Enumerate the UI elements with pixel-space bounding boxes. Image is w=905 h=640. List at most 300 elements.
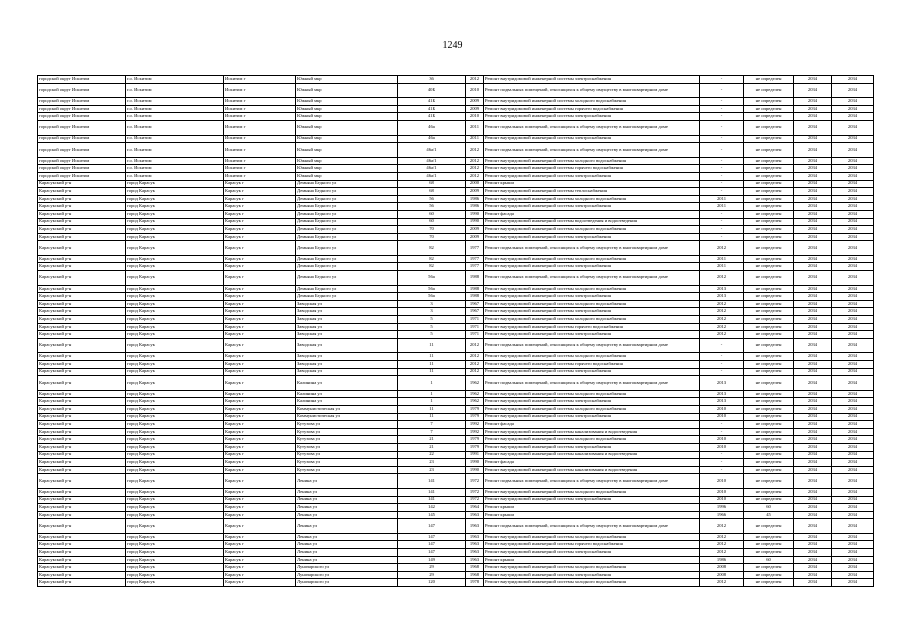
- cell-year-built: 1990: [466, 466, 484, 474]
- cell-wear-percent: не определен: [744, 436, 794, 444]
- cell-house-number: 82: [398, 255, 466, 263]
- cell-plan-end-year: 2034: [832, 218, 874, 226]
- cell-last-repair-year: -: [700, 368, 744, 376]
- cell-last-repair-year: -: [700, 233, 744, 241]
- cell-last-repair-year: 2010: [700, 443, 744, 451]
- cell-house-number: 23: [398, 466, 466, 474]
- cell-street: Демьяна Бедного ул: [296, 210, 398, 218]
- cell-work-type: Ремонт внутридомовой инженерной системы горячего водоснабжения: [484, 361, 700, 369]
- cell-work-type: Ремонт внутридомовой инженерной системы горячего водоснабжения: [484, 541, 700, 549]
- cell-street: Заводская ул: [296, 353, 398, 361]
- cell-street: Кутузова ул: [296, 459, 398, 467]
- cell-street: Южный мкр: [296, 135, 398, 143]
- cell-street: Кутузова ул: [296, 428, 398, 436]
- cell-year-built: 2012: [466, 353, 484, 361]
- cell-wear-percent: не определен: [744, 113, 794, 121]
- cell-locality: Карасук г: [224, 436, 296, 444]
- cell-district: Карасукский р-н: [38, 459, 126, 467]
- cell-house-number: 11: [398, 368, 466, 376]
- cell-house-number: 46а/1: [398, 143, 466, 158]
- cell-last-repair-year: -: [700, 83, 744, 98]
- cell-district: Карасукский р-н: [38, 188, 126, 196]
- cell-wear-percent: 60: [744, 504, 794, 512]
- cell-last-repair-year: 2012: [700, 331, 744, 339]
- cell-last-repair-year: -: [700, 361, 744, 369]
- cell-locality: Карасук г: [224, 241, 296, 256]
- cell-municipality: город Карасук: [126, 398, 224, 406]
- cell-plan-end-year: 2034: [832, 421, 874, 429]
- cell-plan-end-year: 2034: [832, 210, 874, 218]
- cell-plan-end-year: 2034: [832, 105, 874, 113]
- cell-year-built: 2009: [466, 98, 484, 106]
- cell-district: городской округ Искитим: [38, 143, 126, 158]
- cell-year-built: 1990: [466, 459, 484, 467]
- cell-work-type: Ремонт внутридомовой инженерной системы холодного водоснабжения: [484, 390, 700, 398]
- cell-year-built: 1979: [466, 443, 484, 451]
- table-body: [38, 76, 874, 587]
- cell-plan-end-year: 2034: [832, 165, 874, 173]
- cell-municipality: город Карасук: [126, 421, 224, 429]
- cell-plan-end-year: 2034: [832, 511, 874, 519]
- cell-last-repair-year: 2008: [700, 564, 744, 572]
- cell-wear-percent: не определен: [744, 549, 794, 557]
- cell-street: Ленина ул: [296, 533, 398, 541]
- cell-last-repair-year: -: [700, 421, 744, 429]
- cell-district: Карасукский р-н: [38, 390, 126, 398]
- table-row: [38, 323, 874, 331]
- cell-plan-start-year: 2034: [794, 233, 832, 241]
- cell-plan-start-year: 2034: [794, 398, 832, 406]
- table-row: [38, 233, 874, 241]
- cell-house-number: 11: [398, 338, 466, 353]
- cell-district: Карасукский р-н: [38, 210, 126, 218]
- cell-last-repair-year: 2013: [700, 398, 744, 406]
- cell-year-built: 1977: [466, 263, 484, 271]
- cell-house-number: 56: [398, 203, 466, 211]
- cell-street: Заводская ул: [296, 331, 398, 339]
- cell-street: Кутузова ул: [296, 421, 398, 429]
- cell-wear-percent: не определен: [744, 519, 794, 534]
- cell-house-number: 70: [398, 226, 466, 234]
- table-row: [38, 413, 874, 421]
- cell-work-type: Ремонт внутридомовой инженерной системы электроснабжения: [484, 413, 700, 421]
- cell-locality: Карасук г: [224, 443, 296, 451]
- cell-locality: Искитим г: [224, 113, 296, 121]
- cell-locality: Искитим г: [224, 105, 296, 113]
- cell-district: Карасукский р-н: [38, 571, 126, 579]
- cell-locality: Карасук г: [224, 390, 296, 398]
- cell-municipality: город Карасук: [126, 533, 224, 541]
- cell-municipality: город Карасук: [126, 263, 224, 271]
- table-row: [38, 533, 874, 541]
- cell-municipality: город Карасук: [126, 488, 224, 496]
- cell-locality: Карасук г: [224, 285, 296, 293]
- cell-plan-start-year: 2034: [794, 413, 832, 421]
- cell-work-type: Ремонт внутридомовой инженерной системы холодного водоснабжения: [484, 353, 700, 361]
- cell-municipality: город Карасук: [126, 549, 224, 557]
- cell-work-type: Ремонт подвальных помещений, относящихся к общему имуществу в многоквартирном доме: [484, 271, 700, 286]
- cell-locality: Карасук г: [224, 300, 296, 308]
- cell-last-repair-year: 2011: [700, 203, 744, 211]
- cell-work-type: Ремонт внутридомовой инженерной системы электроснабжения: [484, 135, 700, 143]
- cell-work-type: Ремонт крыши: [484, 556, 700, 564]
- cell-district: Карасукский р-н: [38, 488, 126, 496]
- cell-wear-percent: не определен: [744, 218, 794, 226]
- cell-district: Карасукский р-н: [38, 496, 126, 504]
- cell-year-built: 1968: [466, 571, 484, 579]
- cell-work-type: Ремонт внутридомовой инженерной системы электроснабжения: [484, 113, 700, 121]
- cell-wear-percent: не определен: [744, 255, 794, 263]
- cell-locality: Карасук г: [224, 519, 296, 534]
- cell-wear-percent: не определен: [744, 361, 794, 369]
- cell-work-type: Ремонт подвальных помещений, относящихся к общему имуществу в многоквартирном доме: [484, 120, 700, 135]
- table-row: [38, 203, 874, 211]
- cell-work-type: Ремонт внутридомовой инженерной системы электроснабжения: [484, 496, 700, 504]
- cell-plan-start-year: 2034: [794, 308, 832, 316]
- cell-work-type: Ремонт фасада: [484, 459, 700, 467]
- cell-house-number: 68: [398, 188, 466, 196]
- cell-wear-percent: 45: [744, 511, 794, 519]
- cell-work-type: Ремонт внутридомовой инженерной системы холодного водоснабжения: [484, 579, 700, 587]
- cell-wear-percent: не определен: [744, 398, 794, 406]
- cell-house-number: 149: [398, 556, 466, 564]
- cell-last-repair-year: -: [700, 226, 744, 234]
- cell-municipality: город Карасук: [126, 368, 224, 376]
- cell-house-number: 56а: [398, 293, 466, 301]
- cell-work-type: Ремонт внутридомовой инженерной системы канализования и водоотведения: [484, 428, 700, 436]
- cell-municipality: город Карасук: [126, 226, 224, 234]
- table-row: [38, 504, 874, 512]
- cell-municipality: г.о. Искитим: [126, 113, 224, 121]
- cell-year-built: 1963: [466, 541, 484, 549]
- cell-house-number: 1: [398, 376, 466, 391]
- cell-plan-end-year: 2034: [832, 316, 874, 324]
- table-row: [38, 488, 874, 496]
- cell-locality: Карасук г: [224, 571, 296, 579]
- cell-last-repair-year: -: [700, 353, 744, 361]
- table-row: [38, 263, 874, 271]
- cell-plan-start-year: 2034: [794, 98, 832, 106]
- cell-plan-end-year: 2034: [832, 76, 874, 84]
- cell-year-built: 1990: [466, 210, 484, 218]
- cell-district: Карасукский р-н: [38, 233, 126, 241]
- cell-locality: Карасук г: [224, 316, 296, 324]
- cell-wear-percent: не определен: [744, 263, 794, 271]
- cell-municipality: город Карасук: [126, 241, 224, 256]
- cell-locality: Карасук г: [224, 323, 296, 331]
- cell-locality: Карасук г: [224, 511, 296, 519]
- cell-plan-start-year: 2034: [794, 195, 832, 203]
- cell-locality: Карасук г: [224, 488, 296, 496]
- cell-municipality: г.о. Искитим: [126, 143, 224, 158]
- cell-plan-end-year: 2034: [832, 488, 874, 496]
- table-row: [38, 571, 874, 579]
- cell-year-built: 1962: [466, 398, 484, 406]
- cell-year-built: 2010: [466, 83, 484, 98]
- page-number: 1249: [442, 40, 463, 51]
- table-row: [38, 172, 874, 180]
- cell-street: Южный мкр: [296, 76, 398, 84]
- cell-plan-end-year: 2034: [832, 496, 874, 504]
- cell-wear-percent: не определен: [744, 241, 794, 256]
- cell-plan-start-year: 2034: [794, 368, 832, 376]
- cell-plan-end-year: 2034: [832, 233, 874, 241]
- cell-locality: Карасук г: [224, 451, 296, 459]
- cell-plan-start-year: 2034: [794, 571, 832, 579]
- cell-plan-end-year: 2034: [832, 143, 874, 158]
- cell-plan-end-year: 2034: [832, 195, 874, 203]
- cell-street: Заводская ул: [296, 323, 398, 331]
- cell-last-repair-year: 2010: [700, 413, 744, 421]
- cell-last-repair-year: 2010: [700, 496, 744, 504]
- cell-plan-start-year: 2034: [794, 285, 832, 293]
- cell-work-type: Ремонт внутридомовой инженерной системы канализования и водоотведения: [484, 466, 700, 474]
- cell-municipality: г.о. Искитим: [126, 98, 224, 106]
- cell-locality: Карасук г: [224, 421, 296, 429]
- table-row: [38, 398, 874, 406]
- table-row: [38, 135, 874, 143]
- cell-plan-end-year: 2034: [832, 504, 874, 512]
- table-row: [38, 579, 874, 587]
- cell-year-built: 2009: [466, 188, 484, 196]
- cell-locality: Искитим г: [224, 83, 296, 98]
- table-row: [38, 76, 874, 84]
- cell-district: Карасукский р-н: [38, 226, 126, 234]
- cell-house-number: 147: [398, 533, 466, 541]
- cell-last-repair-year: -: [700, 135, 744, 143]
- cell-work-type: Ремонт внутридомовой инженерной системы холодного водоснабжения: [484, 157, 700, 165]
- cell-locality: Искитим г: [224, 76, 296, 84]
- cell-plan-start-year: 2034: [794, 323, 832, 331]
- cell-plan-start-year: 2034: [794, 120, 832, 135]
- cell-wear-percent: не определен: [744, 285, 794, 293]
- cell-locality: Карасук г: [224, 428, 296, 436]
- cell-house-number: 5: [398, 331, 466, 339]
- cell-plan-start-year: 2034: [794, 474, 832, 489]
- cell-house-number: 46а/1: [398, 157, 466, 165]
- cell-year-built: 1991: [466, 451, 484, 459]
- cell-plan-end-year: 2034: [832, 120, 874, 135]
- cell-last-repair-year: 2012: [700, 549, 744, 557]
- cell-year-built: 2012: [466, 143, 484, 158]
- cell-wear-percent: не определен: [744, 300, 794, 308]
- cell-year-built: 1962: [466, 390, 484, 398]
- cell-street: Луначарского ул: [296, 564, 398, 572]
- cell-work-type: Ремонт внутридомовой инженерной системы холодного водоснабжения: [484, 195, 700, 203]
- cell-street: Ленина ул: [296, 556, 398, 564]
- repair-schedule-table: [37, 75, 874, 587]
- cell-municipality: город Карасук: [126, 541, 224, 549]
- cell-street: Демьяна Бедного ул: [296, 226, 398, 234]
- cell-wear-percent: не определен: [744, 210, 794, 218]
- table-row: [38, 226, 874, 234]
- cell-last-repair-year: 2010: [700, 436, 744, 444]
- cell-work-type: Ремонт крыши: [484, 504, 700, 512]
- cell-wear-percent: не определен: [744, 157, 794, 165]
- cell-municipality: город Карасук: [126, 338, 224, 353]
- cell-last-repair-year: -: [700, 157, 744, 165]
- cell-plan-start-year: 2034: [794, 331, 832, 339]
- cell-municipality: город Карасук: [126, 474, 224, 489]
- cell-plan-start-year: 2034: [794, 226, 832, 234]
- cell-plan-end-year: 2034: [832, 300, 874, 308]
- cell-plan-start-year: 2034: [794, 466, 832, 474]
- cell-district: Карасукский р-н: [38, 556, 126, 564]
- cell-locality: Карасук г: [224, 308, 296, 316]
- cell-municipality: город Карасук: [126, 195, 224, 203]
- table-row: [38, 466, 874, 474]
- cell-street: Южный мкр: [296, 172, 398, 180]
- cell-wear-percent: не определен: [744, 233, 794, 241]
- cell-locality: Карасук г: [224, 533, 296, 541]
- cell-last-repair-year: -: [700, 165, 744, 173]
- cell-wear-percent: не определен: [744, 541, 794, 549]
- cell-locality: Карасук г: [224, 218, 296, 226]
- cell-district: городской округ Искитим: [38, 172, 126, 180]
- cell-year-built: 1979: [466, 405, 484, 413]
- cell-municipality: город Карасук: [126, 390, 224, 398]
- cell-street: Южный мкр: [296, 83, 398, 98]
- table-row: [38, 368, 874, 376]
- cell-year-built: 1963: [466, 511, 484, 519]
- cell-district: Карасукский р-н: [38, 466, 126, 474]
- cell-work-type: Ремонт внутридомовой инженерной системы электроснабжения: [484, 293, 700, 301]
- cell-street: Ленина ул: [296, 488, 398, 496]
- cell-plan-start-year: 2034: [794, 210, 832, 218]
- cell-plan-end-year: 2034: [832, 376, 874, 391]
- cell-wear-percent: не определен: [744, 188, 794, 196]
- cell-locality: Карасук г: [224, 361, 296, 369]
- cell-municipality: г.о. Искитим: [126, 120, 224, 135]
- cell-house-number: 22: [398, 451, 466, 459]
- cell-district: Карасукский р-н: [38, 451, 126, 459]
- cell-work-type: Ремонт крыши: [484, 180, 700, 188]
- table-row: [38, 428, 874, 436]
- cell-last-repair-year: -: [700, 338, 744, 353]
- cell-plan-start-year: 2034: [794, 271, 832, 286]
- cell-plan-end-year: 2034: [832, 203, 874, 211]
- cell-house-number: 46а: [398, 135, 466, 143]
- cell-district: городской округ Искитим: [38, 76, 126, 84]
- cell-street: Луначарского ул: [296, 571, 398, 579]
- cell-house-number: 5: [398, 323, 466, 331]
- cell-work-type: Ремонт внутридомовой инженерной системы электроснабжения: [484, 368, 700, 376]
- cell-plan-end-year: 2034: [832, 571, 874, 579]
- table-row: [38, 511, 874, 519]
- cell-house-number: 141: [398, 474, 466, 489]
- cell-district: Карасукский р-н: [38, 368, 126, 376]
- table-row: [38, 556, 874, 564]
- cell-street: Ленина ул: [296, 541, 398, 549]
- cell-last-repair-year: 2012: [700, 579, 744, 587]
- cell-street: Южный мкр: [296, 98, 398, 106]
- cell-wear-percent: не определен: [744, 459, 794, 467]
- cell-street: Кутузова ул: [296, 466, 398, 474]
- cell-street: Кутузова ул: [296, 436, 398, 444]
- cell-last-repair-year: 2013: [700, 376, 744, 391]
- cell-district: Карасукский р-н: [38, 541, 126, 549]
- cell-plan-end-year: 2034: [832, 390, 874, 398]
- cell-district: городской округ Искитим: [38, 83, 126, 98]
- cell-district: Карасукский р-н: [38, 421, 126, 429]
- cell-plan-end-year: 2034: [832, 361, 874, 369]
- cell-last-repair-year: 1986: [700, 556, 744, 564]
- cell-municipality: г.о. Искитим: [126, 135, 224, 143]
- cell-street: Демьяна Бедного ул: [296, 188, 398, 196]
- cell-locality: Карасук г: [224, 466, 296, 474]
- cell-house-number: 3: [398, 308, 466, 316]
- cell-house-number: 82: [398, 263, 466, 271]
- cell-street: Ленина ул: [296, 496, 398, 504]
- cell-plan-start-year: 2034: [794, 564, 832, 572]
- cell-street: Заводская ул: [296, 316, 398, 324]
- table-row: [38, 541, 874, 549]
- cell-municipality: г.о. Искитим: [126, 76, 224, 84]
- table-row: [38, 549, 874, 557]
- cell-work-type: Ремонт внутридомовой инженерной системы холодного водоснабжения: [484, 98, 700, 106]
- cell-plan-start-year: 2034: [794, 451, 832, 459]
- cell-municipality: город Карасук: [126, 300, 224, 308]
- cell-plan-start-year: 2034: [794, 488, 832, 496]
- cell-district: Карасукский р-н: [38, 271, 126, 286]
- cell-locality: Карасук г: [224, 474, 296, 489]
- cell-locality: Карасук г: [224, 368, 296, 376]
- cell-work-type: Ремонт внутридомовой инженерной системы теплоснабжения: [484, 188, 700, 196]
- cell-district: городской округ Искитим: [38, 135, 126, 143]
- cell-district: Карасукский р-н: [38, 436, 126, 444]
- cell-plan-end-year: 2034: [832, 157, 874, 165]
- cell-street: Калинина ул: [296, 398, 398, 406]
- table-row: [38, 165, 874, 173]
- cell-work-type: Ремонт фасада: [484, 421, 700, 429]
- cell-wear-percent: не определен: [744, 451, 794, 459]
- cell-house-number: 56а: [398, 271, 466, 286]
- cell-plan-end-year: 2034: [832, 413, 874, 421]
- table-row: [38, 353, 874, 361]
- cell-house-number: 11: [398, 361, 466, 369]
- cell-work-type: Ремонт внутридомовой инженерной системы канализования и водоотведения: [484, 451, 700, 459]
- table-row: [38, 113, 874, 121]
- cell-district: Карасукский р-н: [38, 428, 126, 436]
- cell-last-repair-year: -: [700, 218, 744, 226]
- cell-municipality: г.о. Искитим: [126, 83, 224, 98]
- cell-last-repair-year: 2011: [700, 255, 744, 263]
- cell-plan-end-year: 2034: [832, 451, 874, 459]
- cell-plan-end-year: 2034: [832, 549, 874, 557]
- cell-house-number: 120: [398, 579, 466, 587]
- cell-locality: Карасук г: [224, 331, 296, 339]
- cell-plan-start-year: 2034: [794, 361, 832, 369]
- cell-district: Карасукский р-н: [38, 519, 126, 534]
- table-row: [38, 143, 874, 158]
- cell-wear-percent: не определен: [744, 226, 794, 234]
- cell-year-built: 2000: [466, 180, 484, 188]
- cell-year-built: 1988: [466, 271, 484, 286]
- cell-year-built: 1972: [466, 474, 484, 489]
- cell-district: Карасукский р-н: [38, 398, 126, 406]
- cell-year-built: 1979: [466, 413, 484, 421]
- cell-wear-percent: не определен: [744, 496, 794, 504]
- cell-municipality: город Карасук: [126, 428, 224, 436]
- cell-municipality: город Карасук: [126, 361, 224, 369]
- cell-year-built: 2009: [466, 105, 484, 113]
- cell-municipality: город Карасук: [126, 255, 224, 263]
- cell-last-repair-year: -: [700, 76, 744, 84]
- table-row: [38, 316, 874, 324]
- cell-work-type: Ремонт подвальных помещений, относящихся к общему имуществу в многоквартирном доме: [484, 241, 700, 256]
- cell-plan-start-year: 2034: [794, 316, 832, 324]
- cell-municipality: город Карасук: [126, 496, 224, 504]
